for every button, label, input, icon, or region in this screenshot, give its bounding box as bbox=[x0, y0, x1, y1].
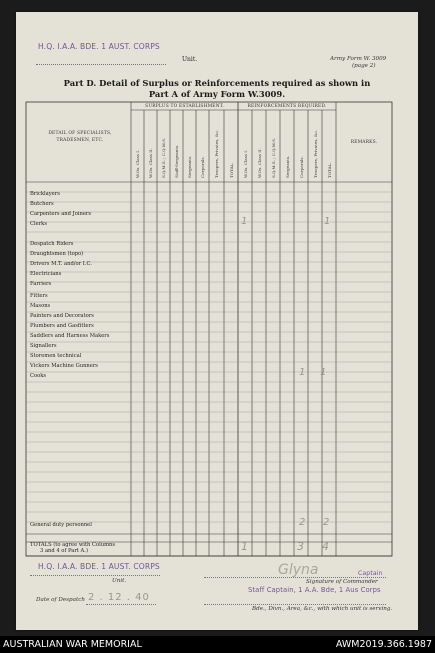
row-label-masons: Masons bbox=[30, 303, 51, 309]
surplus-col-troopers: Troopers, Privates, &c. bbox=[214, 129, 219, 178]
surplus-header: SURPLUS TO ESTABLISHMENT. bbox=[145, 104, 224, 109]
formation-label: Bde., Divn., Area, &c., with which unit is serving. bbox=[252, 606, 393, 612]
surplus-col-wo1: W.Os. Class I. bbox=[135, 149, 140, 178]
captain-stamp: Captain bbox=[358, 570, 383, 577]
part-d-title-line2: Part A of Army Form W.3009. bbox=[148, 89, 286, 99]
row-label-painters: Painters and Decorators bbox=[30, 313, 94, 319]
row-label-general-duty: General duty personnel bbox=[30, 522, 92, 528]
row-label-clerks: Clerks bbox=[30, 221, 47, 227]
pencil-clerks-surplus-total: 1 bbox=[241, 216, 248, 227]
row-label-butchers: Butchers bbox=[30, 201, 54, 207]
row-label-plumbers: Plumbers and Gasfitters bbox=[30, 323, 94, 329]
row-label-saddlers: Saddlers and Harness Makers bbox=[30, 333, 110, 339]
pencil-totals-surplus-total: 1 bbox=[241, 540, 248, 553]
surplus-col-sergeants: Sergeants. bbox=[187, 155, 192, 178]
row-label-storemen: Storemen technical bbox=[30, 353, 82, 359]
row-label-despatch-riders: Despatch Riders bbox=[30, 241, 74, 247]
footer-accession-number: AWM2019.366.1987 bbox=[335, 639, 432, 650]
reinforcements-header: REINFORCEMENTS REQUIRED. bbox=[247, 104, 327, 109]
date-of-despatch-label: Date of Despatch bbox=[36, 597, 85, 603]
unit-stamp-top: H.Q. I.A.A. BDE. 1 AUST. CORPS bbox=[38, 42, 160, 51]
footer-credit: AUSTRALIAN WAR MEMORIAL bbox=[3, 639, 142, 650]
reinf-col-total: TOTAL. bbox=[327, 162, 332, 178]
pencil-clerks-reinf-total: 1 bbox=[324, 216, 331, 227]
page-reference: (page 2) bbox=[352, 63, 376, 69]
reinf-col-troopers: Troopers, Privates, &c. bbox=[313, 129, 318, 178]
reinf-col-wo1: W.Os. Class I. bbox=[243, 149, 248, 178]
detail-header-line2: TRADESMEN, ETC. bbox=[56, 138, 104, 143]
surplus-col-corporals: Corporals. bbox=[200, 156, 205, 178]
surplus-col-wo2: W.Os. Class II. bbox=[148, 148, 153, 178]
footer-bar bbox=[0, 636, 435, 653]
signature-label: Signature of Commander bbox=[306, 579, 378, 585]
reinf-col-sergeants: Sergeants. bbox=[285, 155, 290, 178]
date-underline bbox=[86, 604, 156, 605]
form-reference: Army Form W. 3009 bbox=[330, 56, 387, 62]
pencil-cooks-reinf-total: 1 bbox=[320, 367, 327, 378]
totals-line1: TOTALS (to agree with Columns bbox=[30, 542, 116, 548]
unit-label-bottom: Unit. bbox=[112, 578, 127, 584]
staff-captain-stamp: Staff Captain, 1 A.A. Bde, 1 Aus Corps bbox=[248, 586, 381, 594]
row-label-drivers: Drivers M.T. and/or I.C. bbox=[30, 261, 92, 267]
row-label-signallers: Signallers bbox=[30, 343, 57, 349]
unit-stamp-bottom: H.Q. I.A.A. BDE. 1 AUST. CORPS bbox=[38, 562, 160, 571]
signature-underline bbox=[204, 577, 386, 578]
handwritten-signature: Glyna bbox=[278, 562, 319, 578]
form-page bbox=[16, 12, 418, 630]
row-label-totals bbox=[30, 542, 115, 554]
surplus-col-staff-sergeants: Staff-Sergeants. bbox=[174, 144, 179, 178]
detail-header bbox=[32, 130, 128, 144]
pencil-general-reinf-troopers: 2 bbox=[299, 517, 306, 528]
part-d-title-line1: Part D. Detail of Surplus or Reinforcements required as shown in bbox=[63, 78, 371, 88]
row-label-fitters: Fitters bbox=[30, 293, 48, 299]
reinf-col-corporals: Corporals. bbox=[299, 156, 304, 178]
reinf-col-sqms: S.Q.M.S. ; C.Q.M.S. bbox=[271, 137, 276, 178]
surplus-col-total: TOTAL. bbox=[229, 162, 234, 178]
pencil-totals-reinf-total: 4 bbox=[322, 540, 329, 553]
formation-underline bbox=[204, 604, 386, 605]
row-label-electricians: Electricians bbox=[30, 271, 62, 277]
pencil-totals-reinf-troopers: 3 bbox=[297, 540, 304, 553]
row-label-carpenters: Carpenters and Joiners bbox=[30, 211, 92, 217]
totals-line2: 3 and 4 of Part A.) bbox=[40, 548, 88, 554]
row-label-vickers: Vickers Machine Gunners bbox=[30, 363, 98, 369]
pencil-general-reinf-total: 2 bbox=[323, 517, 330, 528]
row-label-cooks: Cooks bbox=[30, 373, 47, 379]
pencil-cooks-reinf-troopers: 1 bbox=[299, 367, 306, 378]
row-label-draughtsmen: Draughtsmen (topo) bbox=[30, 251, 84, 257]
detail-header-line1: DETAIL OF SPECIALISTS, bbox=[48, 131, 112, 136]
reinf-col-wo2: W.Os. Class II. bbox=[257, 148, 262, 178]
despatch-date-value: 2 . 12 . 40 bbox=[88, 592, 150, 603]
surplus-col-sqms: S.Q.M.S. ; C.Q.M.S. bbox=[161, 137, 166, 178]
unit-underline-bottom bbox=[30, 575, 160, 576]
remarks-header: REMARKS. bbox=[350, 140, 378, 145]
unit-label-top: Unit. bbox=[182, 56, 198, 63]
row-label-bricklayers: Bricklayers bbox=[30, 191, 60, 197]
row-label-farriers: Farriers bbox=[30, 281, 52, 287]
